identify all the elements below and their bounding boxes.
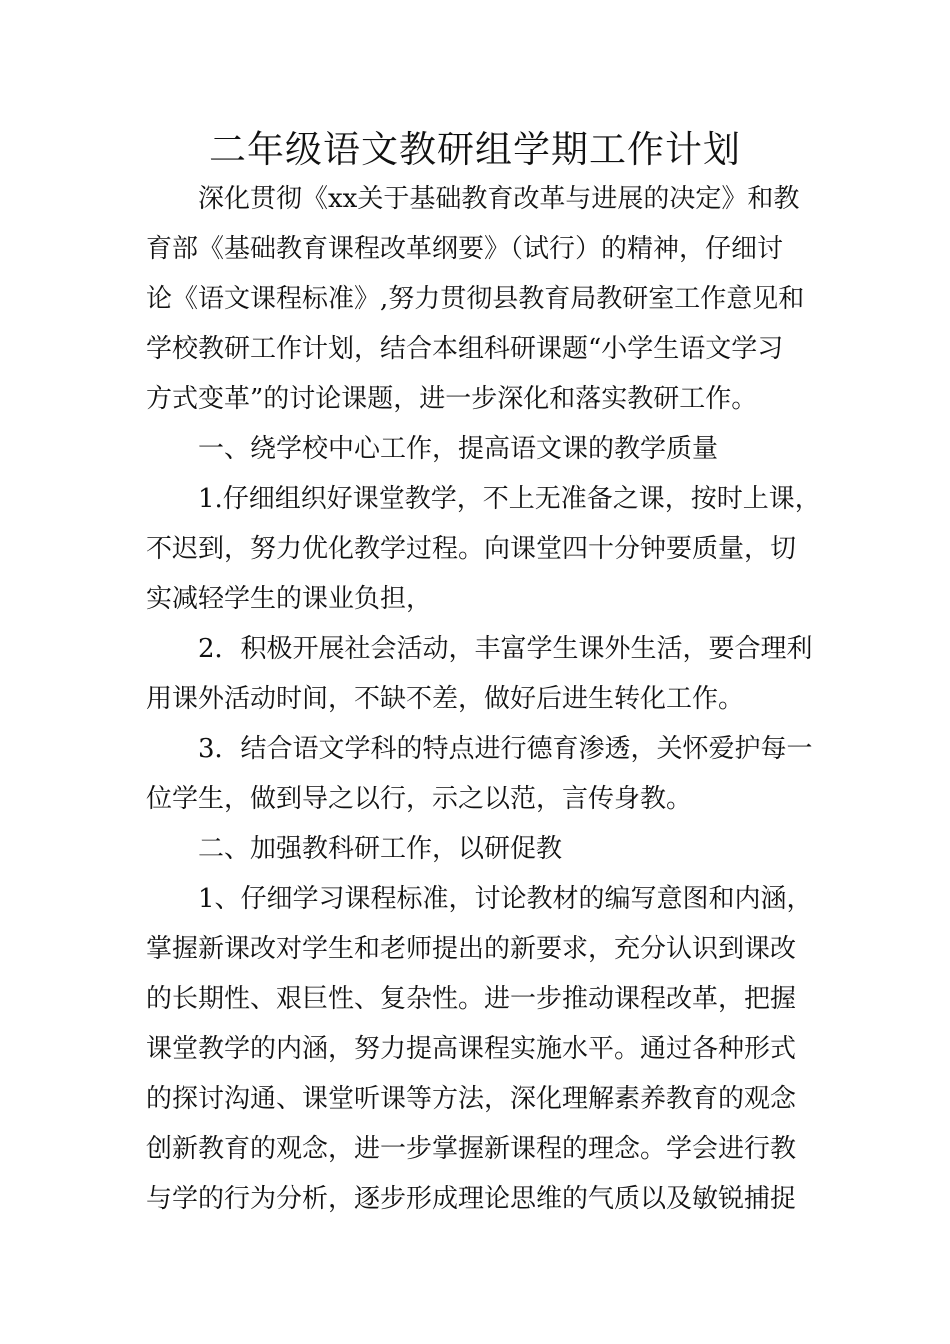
paragraph-line: 育部《基础教育课程改革纲要》（试行）的精神，仔细讨: [146, 234, 784, 264]
paragraph-line: 课堂教学的内涵，努力提高课程实施水平。通过各种形式: [146, 1034, 797, 1064]
document-title: 二年级语文教研组学期工作计划: [209, 128, 741, 171]
paragraph-line: 学校教研工作计划，结合本组科研课题“小学生语文学习: [146, 334, 784, 364]
paragraph-line: 位学生，做到导之以行，示之以范，言传身教。: [146, 784, 693, 814]
paragraph-line: 用课外活动时间，不缺不差，做好后进生转化工作。: [146, 684, 745, 714]
paragraph-line: 不迟到，努力优化教学过程。向课堂四十分钟要质量，切: [146, 534, 797, 564]
paragraph-line: 1.仔细组织好课堂教学，不上无准备之课，按时上课，: [198, 484, 821, 514]
paragraph-line: 的长期性、艰巨性、复杂性。进一步推动课程改革，把握: [146, 984, 797, 1014]
paragraph-line: 1、仔细学习课程标准，讨论教材的编写意图和内涵，: [198, 884, 813, 914]
paragraph-line: 实减轻学生的课业负担，: [146, 584, 433, 614]
section-heading: 一、绕学校中心工作，提高语文课的教学质量: [198, 434, 719, 464]
paragraph-line: 创新教育的观念，进一步掌握新课程的理念。学会进行教: [146, 1134, 797, 1164]
paragraph-line: 与学的行为分析，逐步形成理论思维的气质以及敏锐捕捉: [146, 1184, 797, 1214]
section-heading: 二、加强教科研工作，以研促教: [198, 834, 563, 864]
paragraph-line: 2．积极开展社会活动，丰富学生课外生活，要合理利: [198, 634, 813, 664]
paragraph-line: 掌握新课改对学生和老师提出的新要求，充分认识到课改: [146, 934, 797, 964]
paragraph-line: 3．结合语文学科的特点进行德育渗透，关怀爱护每一: [198, 734, 813, 764]
paragraph-line: 深化贯彻《xx关于基础教育改革与进展的决定》和教: [198, 184, 800, 214]
paragraph-line: 方式变革”的讨论课题，进一步深化和落实教研工作。: [146, 384, 758, 414]
paragraph-line: 论《语文课程标准》,努力贯彻县教育局教研室工作意见和: [146, 284, 805, 314]
paragraph-line: 的探讨沟通、课堂听课等方法，深化理解素养教育的观念: [146, 1084, 797, 1114]
